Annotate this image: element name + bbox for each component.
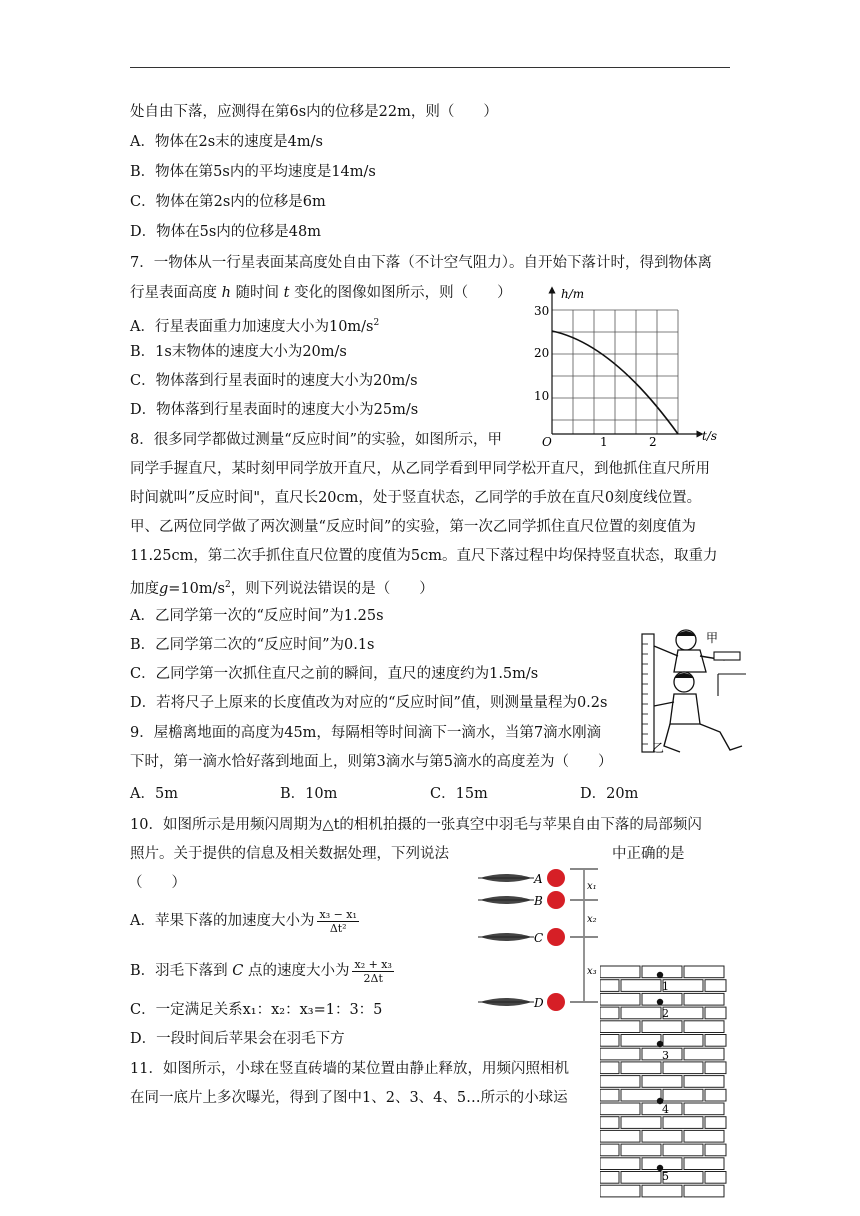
brick [684, 1130, 724, 1142]
q9-option-d[interactable]: D．20m [580, 786, 639, 802]
brick [600, 1089, 619, 1101]
q9-line2: 下时，第一滴水恰好落到地面上，则第3滴水与第5滴水的高度差为（ ） [130, 754, 613, 770]
feather-d [478, 998, 534, 1006]
apple-d [547, 993, 565, 1011]
brick [600, 980, 619, 992]
brick [705, 1172, 726, 1184]
label-d: D [534, 996, 544, 1010]
brick [600, 1021, 640, 1033]
brick [684, 993, 724, 1005]
brick [684, 1185, 724, 1197]
graph-y-tick-10: 10 [534, 389, 550, 403]
label-yi: 乙 [652, 741, 665, 755]
label-x2: x₂ [587, 914, 597, 925]
apple-c [547, 928, 565, 946]
q8-option-b[interactable]: B．乙同学第二次的“反应时间”为0.1s [130, 637, 375, 653]
feather-b [478, 896, 534, 904]
q8-option-c[interactable]: C．乙同学第一次抓住直尺之前的瞬间，直尺的速度约为1.5m/s [130, 666, 539, 682]
feather-c [478, 933, 534, 941]
q7-option-a[interactable]: A．行星表面重力加速度大小为$10m/s^2$ [130, 318, 380, 335]
q10-option-c[interactable]: C．一定满足关系x₁：x₂：x₃=1：3：5 [130, 1002, 383, 1018]
graph-x-tick-2: 2 [649, 435, 657, 449]
graph-y-tick-30: 30 [534, 304, 550, 318]
label-jia: 甲 [706, 631, 719, 645]
brick [621, 1172, 661, 1184]
brick [642, 1185, 682, 1197]
brick [642, 1021, 682, 1033]
q9-option-a[interactable]: A．5m [130, 786, 178, 802]
brick [642, 1130, 682, 1142]
q9-line1: 9．屋檐离地面的高度为45m，每隔相等时间滴下一滴水，当第7滴水刚滴 [130, 725, 602, 741]
brick [663, 1007, 703, 1019]
ball-label-3: 3 [662, 1049, 669, 1062]
brick [621, 1062, 661, 1074]
label-c: C [534, 931, 544, 945]
graph-x-tick-1: 1 [600, 435, 608, 449]
label-x3: x₃ [587, 966, 597, 977]
q7-option-b[interactable]: B．1s末物体的速度大小为20m/s [130, 344, 347, 360]
q10-option-a[interactable]: A．苹果下落的加速度大小为 $\frac{\text{x₃ − x₁}}{\text{Δt²}}$ [130, 907, 357, 935]
q8-line1: 8．很多同学都做过测量“反应时间”的实验，如图所示，甲 [130, 432, 503, 448]
q8-line3: 时间就叫”反应时间"，直尺长20cm，处于竖直状态，乙同学的手放在直尺0刻度线位置。 [130, 490, 702, 506]
q8-line6: 加度$g=10m/s^2$，则下列说法错误的是（ ） [130, 580, 434, 597]
ball-1 [657, 972, 663, 978]
brick [600, 1048, 640, 1060]
ball-2 [657, 999, 663, 1005]
brick [621, 980, 661, 992]
ball-label-5: 5 [662, 1170, 669, 1183]
q7-option-d[interactable]: D．物体落到行星表面时的速度大小为25m/s [130, 402, 419, 418]
label-a: A [534, 872, 543, 886]
brick [600, 1076, 640, 1088]
apple-a [547, 869, 565, 887]
q8-line4: 甲、乙两位同学做了两次测量“反应时间”的实验，第一次乙同学抓住直尺位置的刻度值为 [130, 519, 696, 535]
brick [684, 1158, 724, 1170]
q8-option-a[interactable]: A．乙同学第一次的“反应时间”为1.25s [130, 608, 384, 624]
brick [663, 1117, 703, 1129]
q8-line2: 同学手握直尺，某时刻甲同学放开直尺，从乙同学看到甲同学松开直尺，到他抓住直尺所用 [130, 461, 710, 477]
brick [705, 1117, 726, 1129]
q6-option-a[interactable]: A．物体在2s末的速度是4m/s [130, 134, 323, 150]
brick [600, 1172, 619, 1184]
brick [621, 1089, 661, 1101]
q10-line2-left: 照片。关于提供的信息及相关数据处理，下列说法 [130, 846, 449, 862]
brick [600, 1035, 619, 1047]
q10-option-d[interactable]: D．一段时间后苹果会在羽毛下方 [130, 1031, 345, 1047]
brick [600, 1103, 640, 1115]
label-x1: x₁ [587, 881, 597, 892]
feather-a [478, 874, 534, 882]
brick [600, 1007, 619, 1019]
q10-option-b[interactable]: B．羽毛下落到 C 点的速度大小为 $\frac{\text{x₂ + x₃}}{2\Delta t}$ [130, 957, 392, 985]
brick [684, 1076, 724, 1088]
q6-option-b[interactable]: B．物体在第5s内的平均速度是14m/s [130, 164, 376, 180]
ball-label-4: 4 [662, 1103, 669, 1116]
q6-option-c[interactable]: C．物体在第2s内的位移是6m [130, 194, 326, 210]
brick [621, 1144, 661, 1156]
brick [705, 1035, 726, 1047]
q11-line1: 11．如图所示，小球在竖直砖墙的某位置由静止释放，用频闪照相机 [130, 1061, 569, 1077]
label-b: B [534, 894, 543, 908]
brick [642, 1076, 682, 1088]
brick [663, 1062, 703, 1074]
q6-stem: 处自由下落，应测得在第6s内的位移是22m，则（ ） [130, 104, 498, 120]
ball-3 [657, 1041, 663, 1047]
brick [621, 1117, 661, 1129]
graph-x-label: t/s [702, 429, 718, 443]
q7-option-c[interactable]: C．物体落到行星表面时的速度大小为20m/s [130, 373, 418, 389]
brick [600, 1130, 640, 1142]
brick [621, 1035, 661, 1047]
header-rule [130, 67, 730, 68]
q7-line1: 7．一物体从一行星表面某高度处自由下落（不计空气阻力）。自开始下落计时，得到物体离 [130, 255, 712, 271]
brick [663, 980, 703, 992]
brick [705, 1089, 726, 1101]
brick [684, 1048, 724, 1060]
brick [705, 980, 726, 992]
brick [663, 1089, 703, 1101]
brick [600, 1062, 619, 1074]
graph-origin: O [542, 435, 552, 449]
brick [663, 1144, 703, 1156]
brick [684, 1021, 724, 1033]
q10-line2-right: 中正确的是 [612, 846, 685, 862]
q11-line2: 在同一底片上多次曝光，得到了图中1、2、3、4、5…所示的小球运 [130, 1090, 568, 1106]
q8-ruler-illustration [634, 626, 750, 762]
brick [705, 1062, 726, 1074]
ball-label-1: 1 [662, 980, 669, 993]
q10-line1: 10．如图所示是用频闪周期为△t的相机拍摄的一张真空中羽毛与苹果自由下落的局部频闪 [130, 817, 702, 833]
ball-label-2: 2 [662, 1007, 669, 1020]
q7-height-time-graph [528, 284, 728, 450]
brick [600, 1144, 619, 1156]
brick [663, 1035, 703, 1047]
brick [600, 966, 640, 978]
brick [621, 1007, 661, 1019]
q10-feather-apple-photo [476, 862, 600, 1022]
graph-grid [552, 310, 678, 434]
apple-b [547, 891, 565, 909]
q9-option-c[interactable]: C．15m [430, 786, 488, 802]
q8-option-d[interactable]: D．若将尺子上原来的长度值改为对应的“反应时间”值，则测量量程为0.2s [130, 695, 608, 711]
brick [600, 1185, 640, 1197]
q7-line2: 行星表面高度 h 随时间 t 变化的图像如图所示，则（ ） [130, 285, 512, 301]
q11-brick-wall [600, 964, 728, 1210]
graph-y-tick-20: 20 [534, 346, 550, 360]
brick [600, 1117, 619, 1129]
brick [705, 1144, 726, 1156]
q9-option-b[interactable]: B．10m [280, 786, 338, 802]
brick [705, 1007, 726, 1019]
graph-y-label: h/m [561, 287, 585, 301]
brick [600, 1158, 640, 1170]
brick [684, 1103, 724, 1115]
q8-line5: 11.25cm，第二次手抓住直尺位置的度值为5cm。直尺下落过程中均保持竖直状态，取重力 [130, 548, 718, 564]
brick [684, 966, 724, 978]
brick [663, 1172, 703, 1184]
brick [600, 993, 640, 1005]
q6-option-d[interactable]: D．物体在5s内的位移是48m [130, 224, 321, 240]
q10-paren: （ ） [128, 875, 186, 891]
